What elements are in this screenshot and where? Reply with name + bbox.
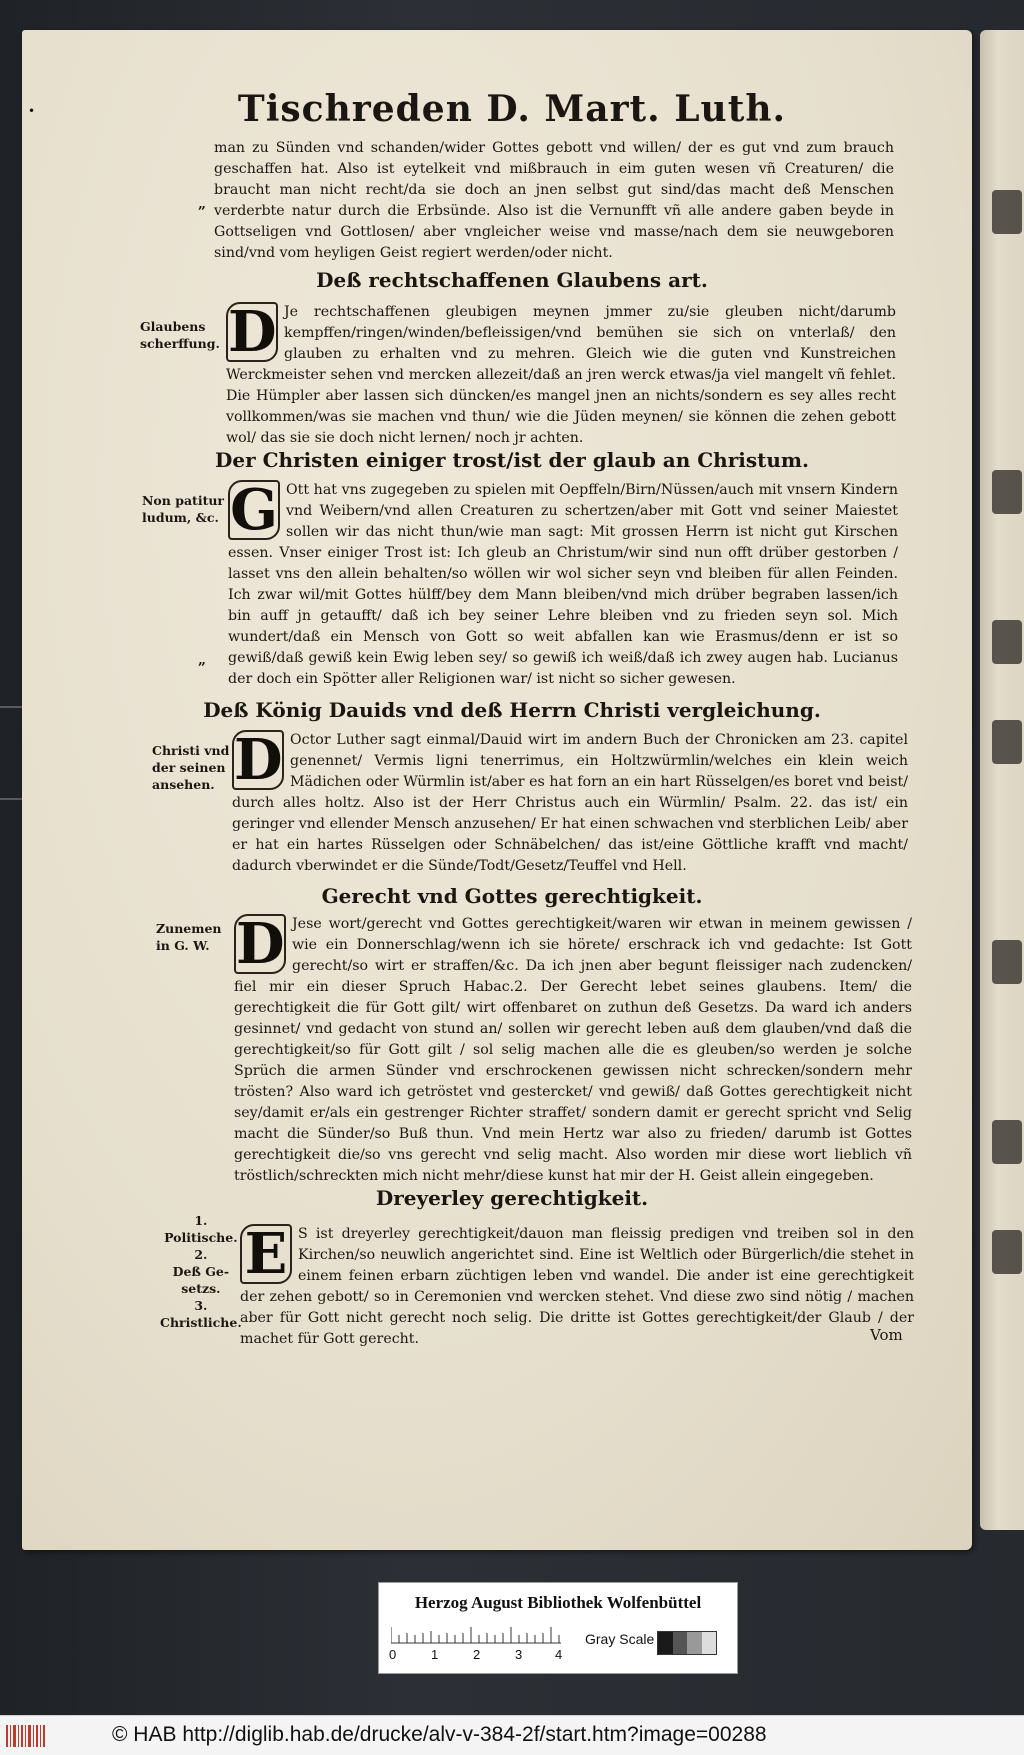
section-heading: Gerecht vnd Gottes gerechtigkeit. bbox=[321, 884, 703, 908]
scale-number: 1 bbox=[431, 1647, 439, 1662]
facing-page-edge bbox=[980, 30, 1024, 1530]
quote-mark: „ bbox=[198, 196, 207, 212]
facing-page-glyph bbox=[992, 720, 1022, 764]
section-heading: Dreyerley gerechtigkeit. bbox=[375, 1186, 649, 1210]
drop-cap: D bbox=[236, 911, 285, 977]
marginal-note: Zunemen in G. W. bbox=[156, 921, 222, 953]
gray-scale-label: Gray Scale bbox=[585, 1631, 655, 1647]
scale-number: 3 bbox=[515, 1647, 523, 1662]
marginal-note: Glaubens scherffung. bbox=[140, 319, 220, 351]
section-paragraph bbox=[240, 1221, 914, 1350]
section-text: Octor Luther sagt einmal/Dauid wirt im andern Buch der Chronicken am 23. capitel genennet/ Vermis ligni tenerrimus, ein Holtzwürmlin/welches ein klein weich Mädichen oder Würmlin ist/aber es hat forn an ein hart Rüsselgen/es boret vnd beist/ durch alles holtz. Also ist der Herr Christus auch ein Würmlin/ Psalm. 22. das ist/ ein geringer vnd ellender Mensch anzusehen/ Er hat einen schwachen vnd sterblichen Leib/ aber er hat ein hartes Rüsselgen oder Schnäbelchen/ das ist/eine Göttliche krafft vnd macht/ dadurch vberwindet er die Sünde/Todt/Gesetz/Teuffel vnd Hell. bbox=[232, 732, 908, 874]
source-link[interactable]: © HAB http://diglib.hab.de/drucke/alv-v-384-2f/start.htm?image=00288 bbox=[112, 1723, 767, 1746]
quote-mark: „ bbox=[198, 652, 207, 668]
marginal-note: 1. Politische. 2. Deß Ge- setzs. 3. Christliche. bbox=[160, 1213, 242, 1330]
section-text: Jese wort/gerecht vnd Gottes gerechtigkeit/waren wir etwan in meinem gewissen / wie ein Donnerschlag/wenn ich sie hörete/ erschrack ich vnd gedachte: Ist Gott gerecht/so wirt er straffen/&c. Da ich jnen aber begunt fleissiger nach zudencken/ fiel mir ein dieser Spruch Habac.2. Der Gerecht lebet seines glaubens. Item/ die gerechtigkeit die für Gott gilt/ wirt offenbaret on zuthun deß Gesetzs. Da ward ich anders gesinnet/ vnd gedacht von stund an/ sollen wir gerecht leben auß dem glauben/vnd daß die gerechtigkeit/so für Gott gilt / sol selig machen alle die es gleuben/so werden je solche Sprüch die armen Sünder vnd erschrockenen gewissen nicht schrecken/sondern mehr trösten? Also ward ich getröstet vnd gestercket/ vnd gewiß/ daß Gottes gerechtigkeit nicht sey/damit er/als ein gestrenger Richter straffet/ sondern damit er gerecht spricht vnd Selig macht die Sünder/so Buß thun. Vnd mein Hertz war also zu frieden/ darumb ist Gottes gerechtigkeit die/so vns gerecht vnd selig macht. Also worden mir diese wort lieblich vñ tröstlich/schreckten mich nicht mehr/diese kunst hat mir der H. Geist allein eingegeben. bbox=[234, 916, 912, 1184]
section-heading: Der Christen einiger trost/ist der glaub an Christum. bbox=[215, 448, 809, 472]
running-title: Tischreden D. Mart. Luth. bbox=[237, 88, 787, 130]
facing-page-glyph bbox=[992, 1120, 1022, 1164]
drop-cap: D bbox=[228, 299, 277, 365]
scale-number: 4 bbox=[555, 1647, 563, 1662]
drop-cap: D bbox=[234, 727, 283, 793]
opening-paragraph: man zu Sünden vnd schanden/wider Gottes gebott vnd willen/ der es gut vnd zum brauch geschaffen hat. Also ist eytelkeit vnd mißbrauch in eim guten wesen vñ Creaturen/ die braucht man nicht recht/da sie doch an jnen selbst gut sind/das macht deß Menschen verderbte natur durch die Erbsünde. Also ist die Vernunfft vñ alle andere gaben beyde in Gottseligen vnd Gottlosen/ aber vngleicher weise vnd masse/nach dem sie neuwgeboren sind/vnd vom heyligen Geist regiert werden/oder nicht. bbox=[214, 140, 894, 261]
page-edge-mark: • bbox=[28, 104, 36, 118]
catchword: Vom bbox=[870, 1326, 903, 1344]
scale-number: 0 bbox=[389, 1647, 397, 1662]
drop-cap: G bbox=[228, 480, 280, 540]
section-paragraph bbox=[228, 477, 898, 690]
scale-number: 2 bbox=[473, 1647, 481, 1662]
facing-page-glyph bbox=[992, 470, 1022, 514]
color-reference-card bbox=[378, 1582, 738, 1674]
drop-cap: E bbox=[240, 1224, 292, 1284]
facing-page-glyph bbox=[992, 620, 1022, 664]
facing-page-glyph bbox=[992, 190, 1022, 234]
section-text: Ott hat vns zugegeben zu spielen mit Oepffeln/Birn/Nüssen/auch mit vnsern Kindern vnd Weibern/vnd allen Creaturen zu schertzen/aber mit Gott vnd seiner Maiestet sollen wir das nicht thun/wie man sagt: Mit grossen Herrn ist nicht gut Kirschen essen. Vnser einiger Trost ist: Ich gleub an Christum/wir sind nun offt drüber gestorben / lasset vns den allein behalten/so wöllen wir wol sicher seyn vnd bleiben für allen Feinden. Ich zwar wil/mit Gottes hülff/bey dem Mann bleiben/vnd mich drüber begraben lassen/ich bin auff jn getaufft/ daß ich bey seiner Lehre bleiben vnd zu frieden seyn sol. Mich wundert/daß ein Mensch von Gott so weit abfallen kan wie Erasmus/denn er ist so gewiß/daß gewiß kein Ewig leben sey/ so gewiß ich weiß/daß ich zwey augen hab. Lucianus der doch ein Spötter aller Religionen war/ ist nicht so sicher gewesen. bbox=[228, 482, 898, 687]
facing-page-glyph bbox=[992, 940, 1022, 984]
marginal-note: Non patitur ludum, &c. bbox=[142, 493, 225, 525]
section-text: Je rechtschaffenen gleubigen meynen jmmer zu/sie gleuben nicht/darumb kempffen/ringen/winden/befleissigen/vnd bemühen sie sich on vnterlaß/ den glauben zu erhalten vnd zu mehren. Gleich wie die guten vnd Kunstreichen Werckmeister sehen vnd mercken allezeit/daß an jren werck etwas/ja viel mangelt vñ fehlet. Die Hümpler aber lassen sich düncken/es mangel jnen an nichts/sondern es sey alles recht vollkommen/was sie machen vnd thun/ wie die Jüden meynen/ sie können die zehen gebott wol/ das sie sie doch nicht lernen/ noch jr achten. bbox=[226, 304, 896, 446]
hab-logo-icon bbox=[6, 1725, 46, 1747]
section-heading: Deß König Dauids vnd deß Herrn Christi vergleichung. bbox=[203, 698, 821, 722]
section-heading: Deß rechtschaffenen Glaubens art. bbox=[316, 268, 708, 292]
institution-label: Herzog August Bibliothek Wolfenbüttel bbox=[414, 1593, 702, 1612]
section-paragraph bbox=[234, 911, 912, 1187]
section-paragraph bbox=[232, 727, 908, 877]
facing-page-glyph bbox=[992, 1230, 1022, 1274]
marginal-note: Christi vnd der seinen ansehen. bbox=[152, 743, 230, 792]
viewer-footer bbox=[0, 1715, 1024, 1755]
section-text: S ist dreyerley gerechtigkeit/dauon man fleissig predigen vnd treiben sol in den Kirchen/so neuwlich angerichtet sind. Eine ist Weltlich oder Bürgerlich/die stehet in einem feinen erbarn züchtigen leben vnd wandel. Die ander ist eine gerechtigkeit der zehen gebott/ so in Ceremonien vnd wercken stehet. Vnd diese zwo sind nötig / machen aber für Gott nicht gerecht noch selig. Die dritte ist Gottes gerechtigkeit/der Glaub / der machet für Gott gerecht. bbox=[240, 1226, 914, 1347]
gray-scale-swatch bbox=[657, 1631, 717, 1655]
section-paragraph bbox=[226, 299, 896, 449]
